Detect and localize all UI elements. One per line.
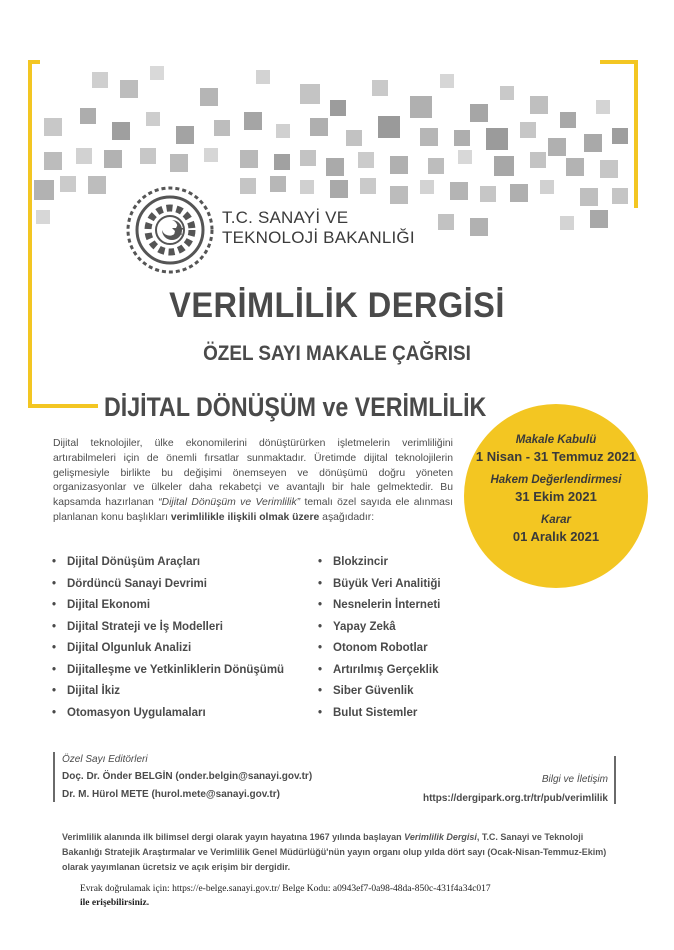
mosaic-tile	[112, 122, 130, 140]
bullet: •	[318, 620, 323, 633]
mosaic-tile	[454, 130, 470, 146]
mosaic-tile	[330, 180, 348, 198]
editor-1: Doç. Dr. Önder BELGİN (onder.belgin@sanayi.gov.tr)	[62, 771, 313, 782]
intro-part-1: Dijital teknolojiler, ülke ekonomilerini dönüştürürken işletmelerin verimliliğini artırabilmeleri için de önemli fırsatlar sunmaktadır. Üretimde dijital teknolojilerin gelişmesiyle birlikte bu değişimi önemseyen ve dönüşümü doğru yöneten organizasyonlar ve ülkeler daha rekabetçi ve avantajlı bir hale gelmektedir. Bu kapsamda hazırlanan	[53, 438, 453, 509]
review-value: 31 Ekim 2021	[515, 489, 597, 504]
list-item	[318, 703, 441, 725]
mosaic-tile	[410, 96, 432, 118]
mosaic-tile	[600, 160, 618, 178]
editor-2: Dr. M. Hürol METE (hurol.mete@sanayi.gov.tr)	[62, 789, 280, 800]
mosaic-tile	[214, 120, 230, 136]
bullet: •	[318, 642, 323, 654]
mosaic-tile	[580, 188, 598, 206]
mosaic-tile	[420, 180, 434, 194]
mosaic-tile	[520, 122, 536, 138]
list-item	[52, 617, 284, 639]
verification-line-1: Evrak doğrulamak için: https://e-belge.sanayi.gov.tr/ Belge Kodu: a0943ef7-0a98-48da-850c-431f4a34c017	[80, 884, 491, 894]
mosaic-tile	[378, 116, 400, 138]
mosaic-tile	[76, 148, 92, 164]
frame-right	[634, 60, 638, 208]
list-item	[52, 681, 284, 703]
intro-bold: verimlilikle ilişkili olmak üzere	[170, 511, 320, 523]
mosaic-tile	[390, 156, 408, 174]
mosaic-tile	[36, 210, 50, 224]
bullet: •	[318, 685, 323, 697]
dates-panel	[464, 432, 648, 552]
topic-label: Dijital Olgunluk Analizi	[67, 642, 192, 654]
footer-part-1: Verimlilik alanında ilk bilimsel dergi olarak yayın hayatına 1967 yılında başlayan	[62, 832, 405, 842]
topic-label: Otonom Robotlar	[333, 642, 428, 654]
footer-italic: Verimlilik Dergisi	[404, 832, 477, 842]
mosaic-tile	[470, 218, 488, 236]
mosaic-tile	[530, 96, 548, 114]
mosaic-tile	[530, 152, 546, 168]
topic-label: Dijital İkiz	[67, 685, 121, 697]
bullet: •	[52, 577, 57, 590]
ministry-name	[222, 208, 415, 248]
mosaic-tile	[428, 158, 444, 174]
bullet: •	[52, 642, 57, 654]
list-item	[318, 638, 441, 660]
mosaic-tile	[44, 118, 62, 136]
mosaic-tile	[60, 176, 76, 192]
mosaic-tile	[360, 178, 376, 194]
mosaic-tile	[88, 176, 106, 194]
list-item	[318, 595, 441, 617]
topic-label: Dördüncü Sanayi Devrimi	[67, 577, 207, 590]
mosaic-tile	[510, 184, 528, 202]
bullet: •	[52, 706, 57, 719]
list-item	[52, 574, 284, 596]
topic-label: Yapay Zekâ	[333, 620, 396, 633]
topic-label: Dijitalleşme ve Yetkinliklerin Dönüşümü	[67, 663, 285, 676]
topic-label: Dijital Ekonomi	[67, 599, 151, 611]
editors-divider	[53, 752, 55, 802]
topic-label: Siber Güvenlik	[333, 685, 414, 697]
mosaic-tile	[584, 134, 602, 152]
frame-left	[28, 60, 32, 406]
topic-label: Bulut Sistemler	[333, 706, 418, 719]
topic-label: Dijital Strateji ve İş Modelleri	[67, 620, 223, 633]
ministry-logo	[126, 186, 214, 274]
acceptance-value: 1 Nisan - 31 Temmuz 2021	[475, 449, 637, 464]
intro-part-2: temalı özel sayıda ele alınması planlanan konu başlıkları	[53, 497, 453, 523]
bullet: •	[52, 620, 57, 633]
list-item	[318, 617, 441, 639]
topics-list-right	[318, 552, 441, 724]
bullet: •	[52, 556, 57, 568]
topic-label: Dijital Dönüşüm Araçları	[67, 556, 201, 568]
ministry-line-2: TEKNOLOJİ BAKANLIĞI	[222, 228, 415, 247]
bullet: •	[52, 599, 57, 611]
mosaic-tile	[420, 128, 438, 146]
mosaic-tile	[200, 88, 218, 106]
intro-part-3: aşağıdadır:	[319, 511, 375, 523]
ministry-emblem-icon	[126, 186, 214, 274]
mosaic-tile	[438, 214, 454, 230]
list-item	[318, 574, 441, 596]
mosaic-tile	[372, 80, 388, 96]
review-label: Hakem Değerlendirmesi	[490, 474, 622, 486]
mosaic-tile	[358, 152, 374, 168]
list-item	[318, 552, 441, 574]
editors-label: Özel Sayı Editörleri	[62, 754, 148, 765]
mosaic-tile	[548, 138, 566, 156]
mosaic-tile	[450, 182, 468, 200]
journal-subtitle: ÖZEL SAYI MAKALE ÇAĞRISI	[203, 342, 471, 365]
mosaic-tile	[150, 66, 164, 80]
decision-label: Karar	[540, 514, 572, 526]
list-item	[52, 703, 284, 725]
special-issue-theme: DİJİTAL DÖNÜŞÜM ve VERİMLİLİK	[104, 392, 487, 422]
mosaic-tile	[310, 118, 328, 136]
mosaic-tile	[390, 186, 408, 204]
bullet: •	[318, 706, 323, 719]
mosaic-tile	[440, 74, 454, 88]
list-item	[52, 660, 284, 682]
mosaic-tile	[276, 124, 290, 138]
topic-label: Blokzincir	[333, 556, 388, 568]
mosaic-tile	[120, 80, 138, 98]
bullet: •	[318, 556, 323, 568]
mosaic-tile	[566, 158, 584, 176]
list-item	[52, 638, 284, 660]
journal-description	[62, 830, 614, 875]
mosaic-tile	[270, 176, 286, 192]
topic-label: Nesnelerin İnterneti	[333, 599, 441, 611]
topic-label: Artırılmış Gerçeklik	[333, 663, 439, 676]
mosaic-tile	[500, 86, 514, 100]
mosaic-tile	[326, 158, 344, 176]
mosaic-tile	[346, 130, 362, 146]
contact-block	[423, 770, 608, 808]
list-item	[318, 681, 441, 703]
mosaic-tile	[540, 180, 554, 194]
verification-note	[80, 882, 620, 910]
mosaic-tile	[458, 150, 472, 164]
list-item	[52, 595, 284, 617]
mosaic-tile	[560, 112, 576, 128]
mosaic-tile	[44, 152, 62, 170]
mosaic-tile	[612, 128, 628, 144]
bullet: •	[318, 599, 323, 611]
list-item	[318, 660, 441, 682]
mosaic-tile	[470, 104, 488, 122]
mosaic-tile	[300, 150, 316, 166]
mosaic-tile	[494, 156, 514, 176]
mosaic-tile	[330, 100, 346, 116]
mosaic-tile	[612, 188, 628, 204]
mosaic-tile	[92, 72, 108, 88]
bullet: •	[318, 663, 323, 676]
mosaic-tile	[34, 180, 54, 200]
frame-mid-left	[28, 404, 98, 408]
bullet: •	[318, 577, 323, 590]
mosaic-tile	[240, 150, 258, 168]
editors-block	[62, 752, 312, 804]
mosaic-tile	[300, 84, 320, 104]
topic-label: Otomasyon Uygulamaları	[67, 706, 206, 719]
frame-top-right	[600, 60, 638, 64]
mosaic-tile	[256, 70, 270, 84]
topic-label: Büyük Veri Analitiği	[333, 577, 441, 590]
list-item	[52, 552, 284, 574]
bullet: •	[52, 663, 57, 676]
mosaic-tile	[170, 154, 188, 172]
bullet: •	[52, 685, 57, 697]
mosaic-tile	[204, 148, 218, 162]
mosaic-tile	[300, 180, 314, 194]
decision-value: 01 Aralık 2021	[512, 529, 600, 544]
mosaic-tile	[486, 128, 508, 150]
contact-url[interactable]: https://dergipark.org.tr/tr/pub/verimlilik	[422, 793, 608, 804]
footer-part-2: , T.C. Sanayi ve Teknoloji Bakanlığı Stratejik Araştırmalar ve Verimlilik Genel Müdürlüğü'nün yayın organı olup yılda dört sayı (Ocak-Nisan-Temmuz-Ekim) olarak yayımlanan ücretsiz ve açık erişim bir dergidir.	[62, 832, 607, 872]
journal-title: VERİMLİLİK DERGİSİ	[169, 286, 505, 325]
topics-list-left	[52, 552, 284, 724]
mosaic-tile	[480, 186, 496, 202]
mosaic-tile	[80, 108, 96, 124]
intro-theme: “Dijital Dönüşüm ve Verimlilik”	[158, 497, 301, 509]
mosaic-tile	[146, 112, 160, 126]
mosaic-tile	[244, 112, 262, 130]
mosaic-tile	[240, 178, 256, 194]
mosaic-tile	[140, 148, 156, 164]
contact-divider	[614, 756, 616, 804]
acceptance-label: Makale Kabulü	[515, 434, 597, 446]
intro-paragraph	[53, 437, 453, 526]
mosaic-tile	[590, 210, 608, 228]
ministry-line-1: T.C. SANAYİ VE	[222, 208, 349, 227]
verification-line-2: ile erişebilirsiniz.	[80, 898, 150, 908]
contact-label: Bilgi ve İletişim	[541, 774, 608, 785]
mosaic-tile	[596, 100, 610, 114]
mosaic-tile	[560, 216, 574, 230]
mosaic-tile	[104, 150, 122, 168]
mosaic-tile	[176, 126, 194, 144]
mosaic-tile	[274, 154, 290, 170]
